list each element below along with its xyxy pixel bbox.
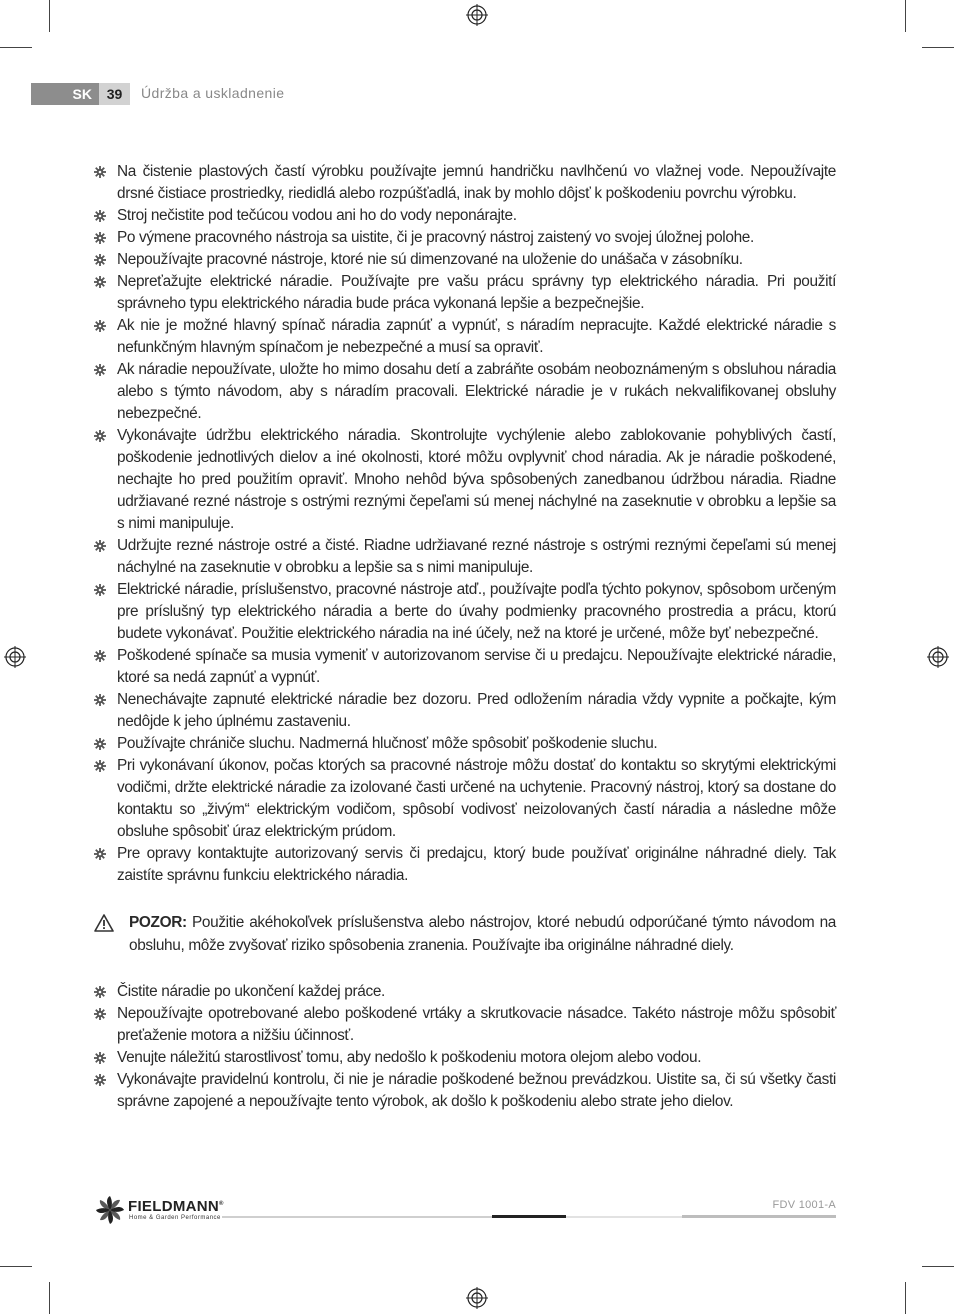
list-item bbox=[94, 843, 836, 887]
list-item bbox=[94, 315, 836, 359]
list-item-text: Používajte chrániče sluchu. Nadmerná hlučnosť môže spôsobiť poškodenie sluchu. bbox=[117, 735, 658, 752]
gear-bullet-icon bbox=[94, 1074, 106, 1086]
list-item bbox=[94, 733, 836, 755]
warning-label: POZOR: bbox=[129, 914, 187, 931]
list-item-text: Nenechávajte zapnuté elektrické náradie bez dozoru. Pred odložením náradia vždy vypnite a počkajte, kým nedôjde k jeho úplnému zastaveniu. bbox=[117, 691, 836, 730]
trademark: ® bbox=[219, 1201, 224, 1207]
gear-bullet-icon bbox=[94, 320, 106, 332]
list-item-text: Venujte náležitú starostlivosť tomu, aby nedošlo k poškodeniu motora olejom alebo vodou. bbox=[117, 1049, 702, 1066]
list-item-text: Poškodené spínače sa musia vymeniť v autorizovanom servise či u predajcu. Nepoužívajte elektrické náradie, ktoré sa nedá zapnúť a vypnúť. bbox=[117, 647, 836, 686]
list-item-text: Udržujte rezné nástroje ostré a čisté. Riadne udržiavané rezné nástroje s ostrými reznými čepeľami sú menej náchylné na zaseknutie v obrobku a lepšie sa s nimi manipuluje. bbox=[117, 537, 836, 576]
crop-mark bbox=[0, 47, 32, 48]
list-item bbox=[94, 161, 836, 205]
gear-bullet-icon bbox=[94, 584, 106, 596]
list-item-text: Pri vykonávaní úkonov, počas ktorých sa pracovné nástroje môžu dostať do kontaktu so skrytými elektrickými vodičmi, držte elektrické náradie za izolované časti určené na uchytenie. Pracovný nástroj, ktorý sa dostane do kontaktu so „živým“ elektrickým vodičom, spôsobí vodivosť neizolovaných častí náradia a následne môže obsluhe spôsobiť úraz elektrickým prúdom. bbox=[117, 757, 836, 840]
gear-bullet-icon bbox=[94, 540, 106, 552]
instruction-list bbox=[94, 161, 836, 887]
footer-divider bbox=[222, 1216, 492, 1218]
gear-bullet-icon bbox=[94, 232, 106, 244]
list-item-text: Elektrické náradie, príslušenstvo, pracovné nástroje atď., používajte podľa týchto pokynov, spôsobom určeným pre príslušný typ elektrického náradia a berte do úvahy podmienky pracovného prostredia a prácu, ktorú budete vykonávať. Použitie elektrického náradia na iné účely, než na ktoré je určené, môže byť nebezpečné. bbox=[117, 581, 836, 642]
list-item-text: Ak náradie nepoužívate, uložte ho mimo dosahu detí a zabráňte osobám neoboznámeným s obsluhou náradia alebo s týmto návodom, aby s náradím pracovali. Elektrické náradie je v rukách nekvalifikovanej obsluhy nebezpečné. bbox=[117, 361, 836, 422]
footer-divider bbox=[492, 1215, 566, 1218]
gear-bullet-icon bbox=[94, 986, 106, 998]
list-item bbox=[94, 1003, 836, 1047]
list-item bbox=[94, 425, 836, 535]
gear-bullet-icon bbox=[94, 364, 106, 376]
list-item-text: Čistite náradie po ukončení každej práce. bbox=[117, 983, 385, 1000]
crop-mark bbox=[922, 1266, 954, 1267]
warning-triangle-icon bbox=[94, 914, 114, 932]
registration-mark-icon bbox=[4, 646, 26, 668]
gear-bullet-icon bbox=[94, 166, 106, 178]
list-item bbox=[94, 227, 836, 249]
footer-divider bbox=[566, 1216, 682, 1218]
fan-logo-icon bbox=[94, 1194, 126, 1226]
crop-mark bbox=[905, 0, 906, 32]
gear-bullet-icon bbox=[94, 254, 106, 266]
list-item bbox=[94, 645, 836, 689]
list-item bbox=[94, 249, 836, 271]
list-item bbox=[94, 755, 836, 843]
list-item-text: Nepoužívajte opotrebované alebo poškodené vrtáky a skrutkovacie násadce. Takéto nástroje môžu spôsobiť preťaženie motora a nižšiu účinnosť. bbox=[117, 1005, 836, 1044]
list-item bbox=[94, 271, 836, 315]
gear-bullet-icon bbox=[94, 1008, 106, 1020]
list-item bbox=[94, 359, 836, 425]
registration-mark-icon bbox=[927, 646, 949, 668]
crop-mark bbox=[49, 0, 50, 32]
list-item bbox=[94, 205, 836, 227]
registration-mark-icon bbox=[466, 1287, 488, 1309]
gear-bullet-icon bbox=[94, 760, 106, 772]
warning-note bbox=[94, 912, 836, 957]
model-number: FDV 1001-A bbox=[772, 1199, 836, 1211]
main-content bbox=[94, 161, 836, 1113]
list-item bbox=[94, 1069, 836, 1113]
list-item-text: Nepreťažujte elektrické náradie. Používajte pre vašu prácu správny typ elektrického náradia. Pri použití správneho typu elektrického náradia bude práca vykonaná lepšie a bezpečnejšie. bbox=[117, 273, 836, 312]
page-number: 39 bbox=[99, 83, 130, 105]
list-item-text: Po výmene pracovného nástroja sa uistite, či je pracovný nástroj zaistený vo svojej úložnej polohe. bbox=[117, 229, 754, 246]
gear-bullet-icon bbox=[94, 738, 106, 750]
crop-mark bbox=[905, 1282, 906, 1314]
list-item-text: Vykonávajte pravidelnú kontrolu, či nie je náradie poškodené bežnou prevádzkou. Uistite sa, či sú všetky časti správne zapojené a nepoužívajte tento výrobok, ak došlo k poškodeniu alebo strate jeho dielov. bbox=[117, 1071, 836, 1110]
gear-bullet-icon bbox=[94, 210, 106, 222]
gear-bullet-icon bbox=[94, 430, 106, 442]
list-item bbox=[94, 579, 836, 645]
gear-bullet-icon bbox=[94, 1052, 106, 1064]
list-item-text: Vykonávajte údržbu elektrického náradia. Skontrolujte vychýlenie alebo zablokovanie pohyblivých častí, poškodenie jednotlivých dielov a iné okolnosti, ktoré môžu ovplyvniť chod náradia. Ak je náradie poškodené, nechajte ho pred použitím opraviť. Mnoho nehôd býva spôsobených zanedbanou údržbou náradia. Riadne udržiavané rezné nástroje s ostrými reznými čepeľami sú menej náchylné na zaseknutie v obrobku a lepšie sa s nimi manipuluje. bbox=[117, 427, 836, 532]
list-item bbox=[94, 981, 836, 1003]
crop-mark bbox=[0, 1266, 32, 1267]
brand-name: FIELDMANN bbox=[128, 1198, 220, 1215]
crop-mark bbox=[49, 1282, 50, 1314]
list-item bbox=[94, 1047, 836, 1069]
gear-bullet-icon bbox=[94, 276, 106, 288]
list-item bbox=[94, 535, 836, 579]
gear-bullet-icon bbox=[94, 650, 106, 662]
gear-bullet-icon bbox=[94, 848, 106, 860]
section-title: Údržba a uskladnenie bbox=[141, 85, 285, 101]
brand-tagline: Home & Garden Performance bbox=[129, 1215, 221, 1221]
list-item-text: Pre opravy kontaktujte autorizovaný servis či predajcu, ktorý bude používať originálne náhradné diely. Tak zaistíte správnu funkciu elektrického náradia. bbox=[117, 845, 836, 884]
gear-bullet-icon bbox=[94, 694, 106, 706]
registration-mark-icon bbox=[466, 4, 488, 26]
instruction-list bbox=[94, 981, 836, 1113]
list-item-text: Na čistenie plastových častí výrobku používajte jemnú handričku navlhčenú vo vlažnej vode. Nepoužívajte drsné čistiace prostriedky, riedidlá alebo rozpúšťadlá, inak by mohlo dôjsť k poškodeniu povrchu výrobku. bbox=[117, 163, 836, 202]
footer-divider bbox=[682, 1215, 836, 1218]
list-item-text: Stroj nečistite pod tečúcou vodou ani ho do vody neponárajte. bbox=[117, 207, 517, 224]
brand-logo bbox=[94, 1194, 224, 1226]
warning-text: Použitie akéhokoľvek príslušenstva alebo nástrojov, ktoré nebudú odporúčané týmto návodom na obsluhu, môže zvyšovať riziko spôsobenia zranenia. Používajte iba originálne náhradné diely. bbox=[129, 914, 836, 954]
list-item bbox=[94, 689, 836, 733]
list-item-text: Ak nie je možné hlavný spínač náradia zapnúť a vypnúť, s náradím nepracujte. Každé elektrické náradie s nefunkčným hlavným spínačom je nebezpečné a musí sa opraviť. bbox=[117, 317, 836, 356]
list-item-text: Nepoužívajte pracovné nástroje, ktoré nie sú dimenzované na uloženie do unášača v zásobníku. bbox=[117, 251, 743, 268]
language-code: SK bbox=[72, 86, 92, 102]
crop-mark bbox=[922, 47, 954, 48]
